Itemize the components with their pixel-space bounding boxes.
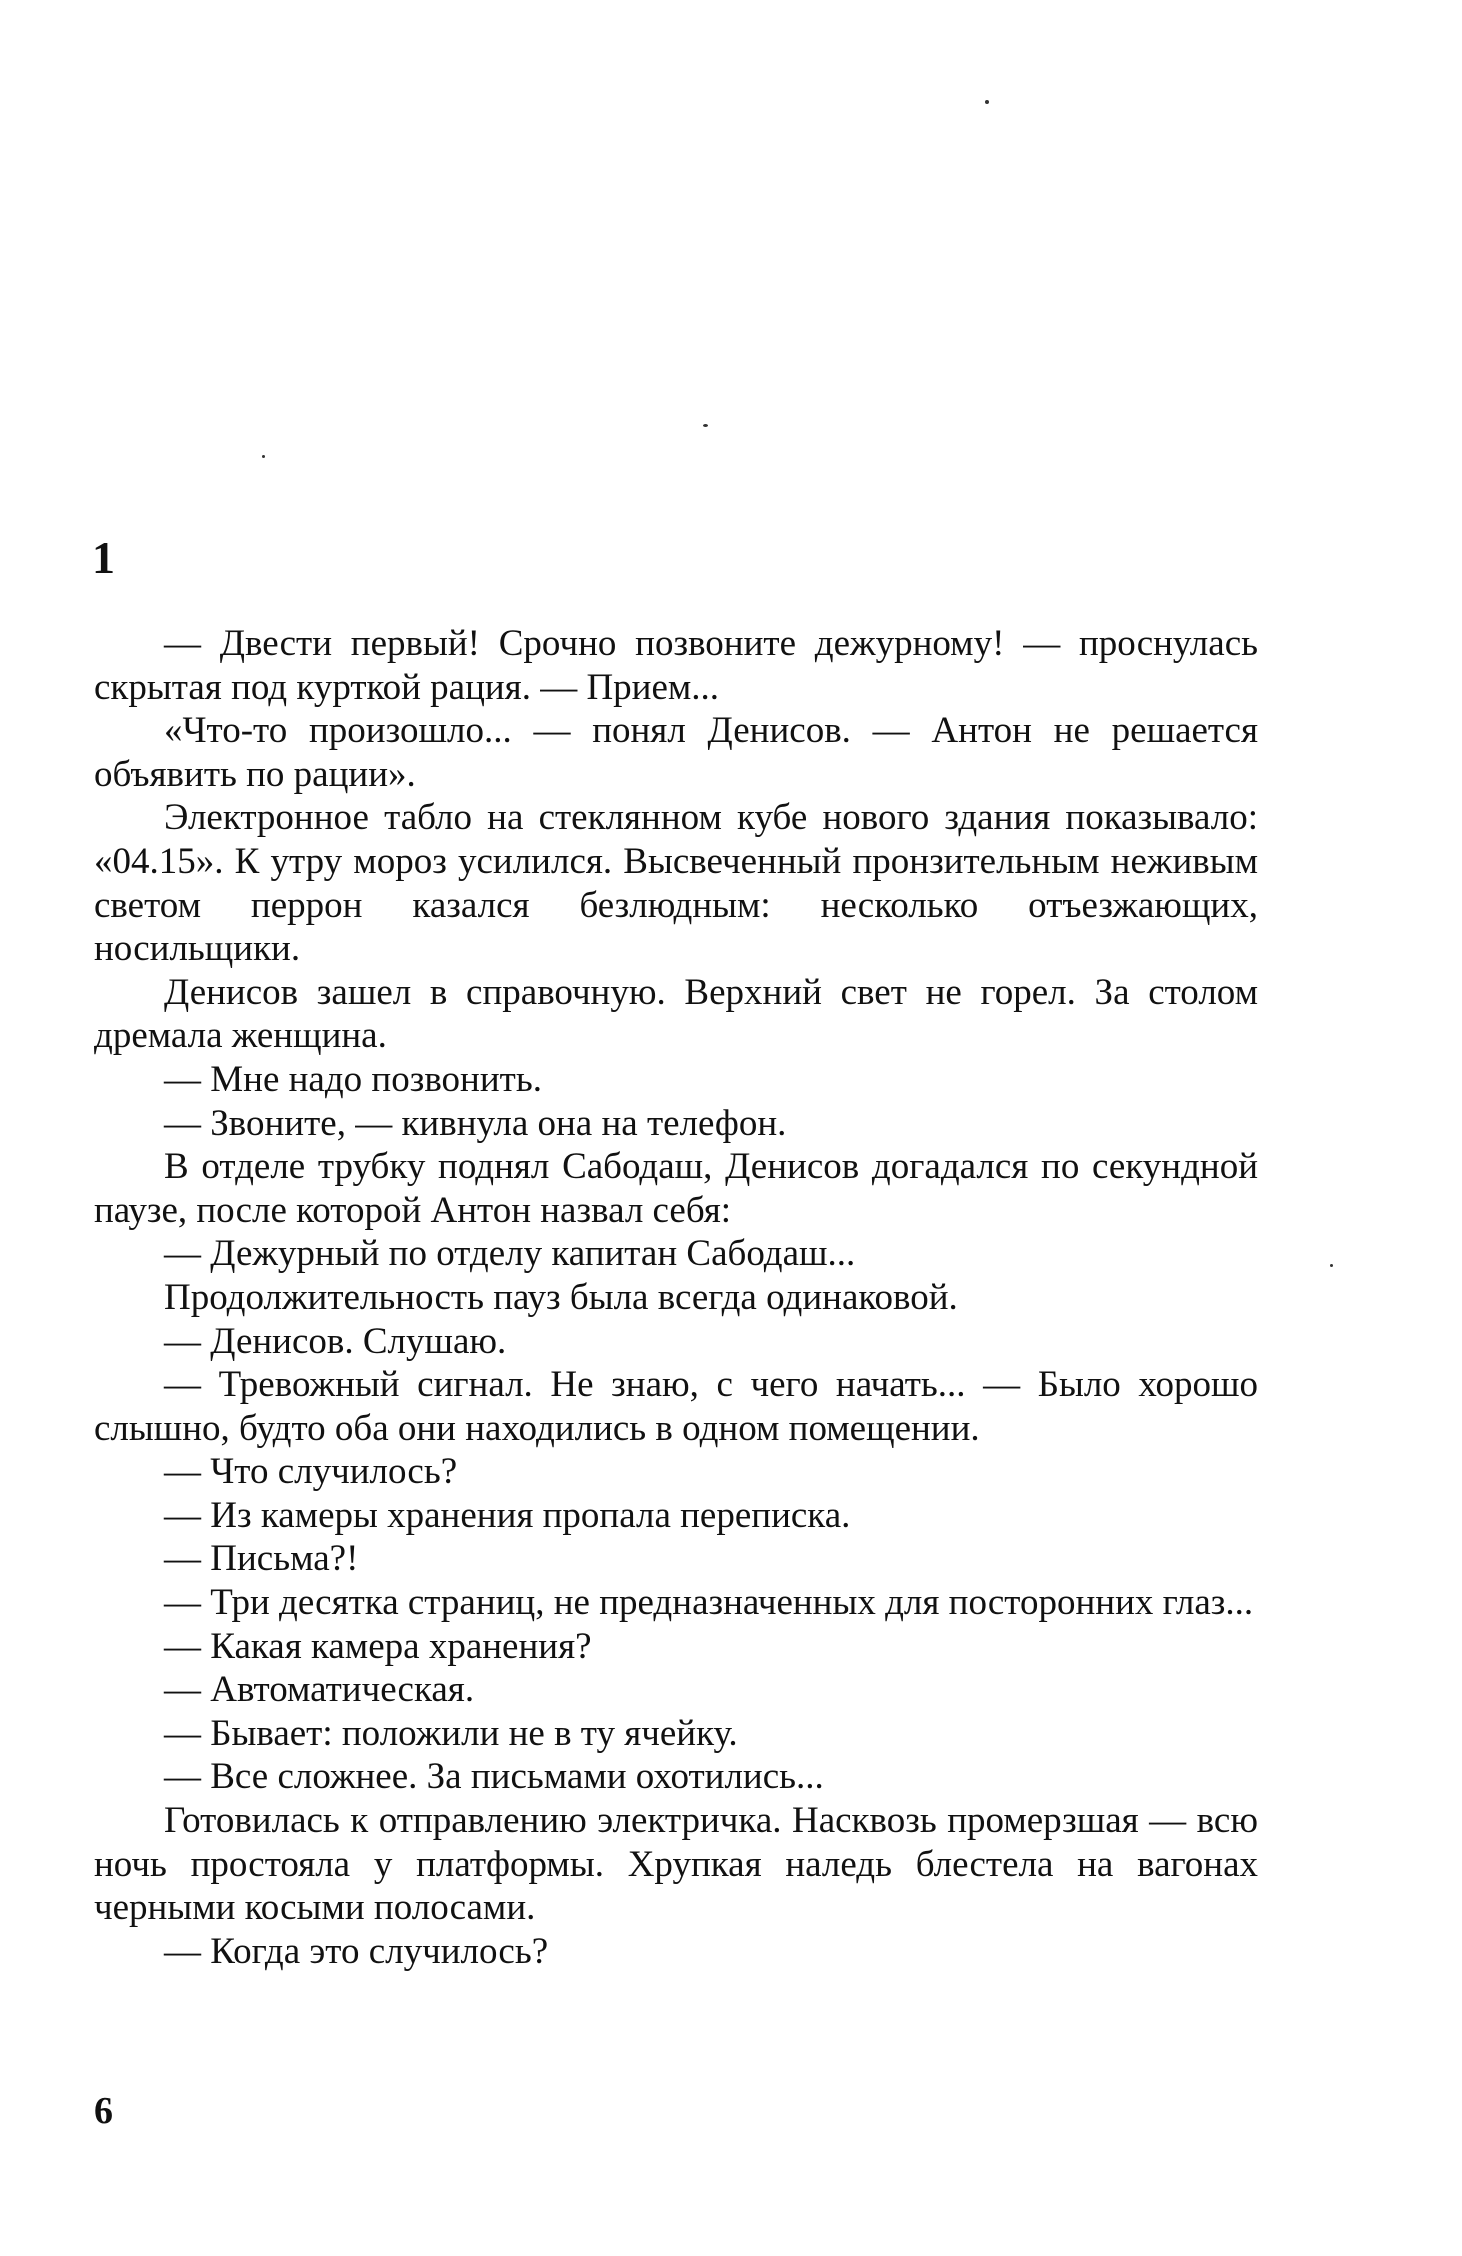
paragraph: Продолжительность пауз была всегда одинаковой.	[164, 1276, 958, 1318]
scan-speck	[262, 455, 265, 458]
paragraph: «Что-то произошло... — понял Денисов. — Антон не решается объявить по рации».	[94, 710, 1258, 795]
paragraph: — Что случилось?	[164, 1451, 458, 1493]
paragraph: — Дежурный по отделу капитан Сабодаш...	[164, 1233, 856, 1275]
paragraph: — Звоните, — кивнула она на телефон.	[164, 1102, 787, 1144]
paragraph: Готовилась к отправлению электричка. Насквозь промерзшая — всю ночь простояла у платформы. Хрупкая наледь блестела на вагонах черными косыми полосами.	[94, 1800, 1258, 1929]
paragraph: — Автоматическая.	[164, 1669, 475, 1711]
paragraph: — Когда это случилось?	[164, 1930, 549, 1972]
paragraph: — Бывает: положили не в ту ячейку.	[164, 1712, 738, 1754]
paragraph: — Двести первый! Срочно позвоните дежурному! — проснулась скрытая под курткой рация. — Прием...	[94, 623, 1258, 708]
paragraph: Электронное табло на стеклянном кубе нового здания показывало: «04.15». К утру мороз усилился. Высвеченный пронзительным неживым светом перрон казался безлюдным: несколько отъезжающих, носильщики.	[94, 797, 1258, 970]
text-body	[94, 622, 1258, 1973]
page-number: 6	[94, 2090, 113, 2132]
scan-speck	[1330, 1264, 1333, 1267]
paragraph: — Три десятка страниц, не предназначенных для посторонних глаз...	[164, 1582, 1254, 1624]
paragraph: — Тревожный сигнал. Не знаю, с чего начать... — Было хорошо слышно, будто оба они находились в одном помещении.	[94, 1364, 1258, 1449]
paragraph: — Все сложнее. За письмами охотились...	[164, 1756, 824, 1798]
paragraph: — Денисов. Слушаю.	[164, 1320, 507, 1362]
paragraph: — Какая камера хранения?	[164, 1625, 592, 1667]
paragraph: — Письма?!	[164, 1538, 359, 1580]
chapter-number: 1	[92, 532, 115, 583]
scan-speck	[703, 424, 708, 427]
paragraph: — Из камеры хранения пропала переписка.	[164, 1494, 851, 1536]
paragraph: Денисов зашел в справочную. Верхний свет не горел. За столом дремала женщина.	[94, 971, 1258, 1057]
paragraph: В отделе трубку поднял Сабодаш, Денисов догадался по секундной паузе, после которой Антон назвал себя:	[94, 1146, 1258, 1231]
scan-speck	[985, 100, 989, 104]
paragraph: — Мне надо позвонить.	[164, 1058, 542, 1100]
